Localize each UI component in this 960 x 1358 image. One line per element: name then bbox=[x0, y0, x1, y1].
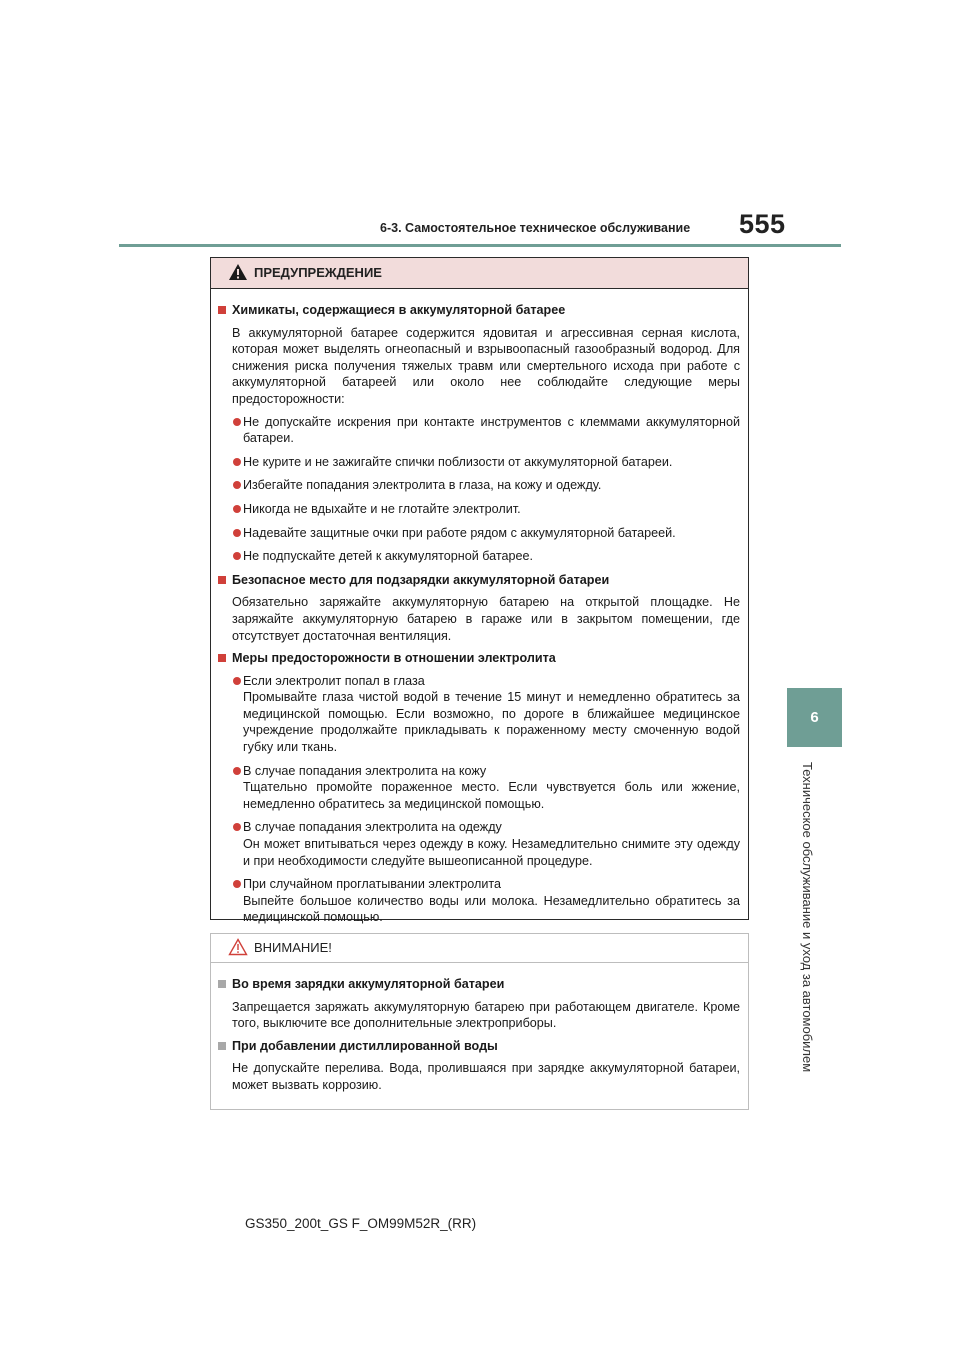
notice-header bbox=[211, 934, 748, 963]
section-heading: Химикаты, содержащиеся в аккумуляторной батарее bbox=[218, 302, 740, 319]
header-section-title: 6-3. Самостоятельное техническое обслуживание bbox=[380, 221, 691, 235]
notice-content bbox=[211, 963, 748, 1094]
notice-title: ВНИМАНИЕ! bbox=[254, 940, 332, 955]
section-paragraph: Не допускайте перелива. Вода, пролившаяся при зарядке аккумуляторной батареи, может вызвать коррозию. bbox=[232, 1061, 740, 1092]
notice-box bbox=[210, 933, 749, 1110]
page-number: 555 bbox=[739, 209, 786, 239]
section-paragraph: В аккумуляторной батарее содержится ядовитая и агрессивная серная кислота, которая может выделять огнеопасный и взрывоопасный газообразный водород. Для снижения риска получения тяжелых травм или смертельного исхода при работе с аккумуляторной батареей или около нее соблюдайте следующие меры предосторожности: bbox=[232, 325, 740, 406]
warning-box bbox=[210, 257, 749, 925]
chapter-title: Техническое обслуживание и уход за автомобилем bbox=[800, 762, 815, 1073]
bullet-item: Не подпускайте детей к аккумуляторной батарее. bbox=[218, 548, 740, 565]
document-code: GS350_200t_GS F_OM99M52R_(RR) bbox=[245, 1216, 477, 1231]
bullet-text: Выпейте большое количество воды или молока. Незамедлительно обратитесь за медицинской помощью. bbox=[243, 893, 740, 925]
bullet-title: При случайном проглатывании электролита bbox=[243, 877, 502, 892]
caution-triangle-icon bbox=[228, 938, 248, 956]
section-paragraph: Запрещается заряжать аккумуляторную батарею при работающем двигателе. Кроме того, выключите все дополнительные электроприборы. bbox=[232, 999, 740, 1031]
bullet-item: Никогда не вдыхайте и не глотайте электролит. bbox=[218, 501, 740, 518]
bullet-item bbox=[218, 876, 740, 926]
bullet-title: Если электролит попал в глаза bbox=[243, 673, 425, 688]
bullet-item: Избегайте попадания электролита в глаза, на кожу и одежду. bbox=[218, 477, 740, 494]
bullet-text: Он может впитываться через одежду в кожу. Незамедлительно снимите эту одежду и при необходимости следуйте вышеописанной процедуре. bbox=[243, 837, 740, 868]
warning-title: ПРЕДУПРЕЖДЕНИЕ bbox=[254, 265, 382, 280]
section-paragraph: Обязательно заряжайте аккумуляторную батарею на открытой площадке. Не заряжайте аккумуляторную батарею в гараже или в закрытом помещении, где отсутствует достаточная вентиляция. bbox=[232, 595, 740, 643]
section-heading: Во время зарядки аккумуляторной батареи bbox=[218, 976, 740, 993]
chapter-title-vertical bbox=[800, 762, 818, 1102]
bullet-item bbox=[218, 819, 740, 869]
chapter-tab[interactable] bbox=[787, 688, 842, 747]
bullet-item bbox=[218, 763, 740, 813]
section-heading: Безопасное место для подзарядки аккумуляторной батареи bbox=[218, 572, 740, 589]
bullet-item: Не курите и не зажигайте спички поблизости от аккумуляторной батареи. bbox=[218, 454, 740, 471]
section-heading: При добавлении дистиллированной воды bbox=[218, 1038, 740, 1055]
bullet-item: Не допускайте искрения при контакте инструментов с клеммами аккумуляторной батареи. bbox=[218, 414, 740, 447]
bullet-text: Промывайте глаза чистой водой в течение 15 минут и немедленно обратитесь за медицинской помощью. Если возможно, по дороге в ближайшее медицинское учреждение продолжайте прикладывать к пораженному месту смоченную водой губку или ткань. bbox=[243, 690, 740, 755]
chapter-number: 6 bbox=[810, 709, 819, 726]
section-heading: Меры предосторожности в отношении электролита bbox=[218, 650, 740, 667]
warning-header bbox=[211, 258, 748, 289]
warning-triangle-icon bbox=[228, 263, 248, 281]
bullet-text: Тщательно промойте пораженное место. Если чувствуется боль или жжение, немедленно обратитесь за медицинской помощью. bbox=[243, 780, 740, 811]
bullet-title: В случае попадания электролита на кожу bbox=[243, 763, 487, 778]
header-divider bbox=[119, 244, 841, 247]
bullet-title: В случае попадания электролита на одежду bbox=[243, 820, 502, 835]
bullet-item: Надевайте защитные очки при работе рядом с аккумуляторной батареей. bbox=[218, 525, 740, 542]
warning-content bbox=[211, 289, 748, 926]
bullet-item bbox=[218, 673, 740, 756]
